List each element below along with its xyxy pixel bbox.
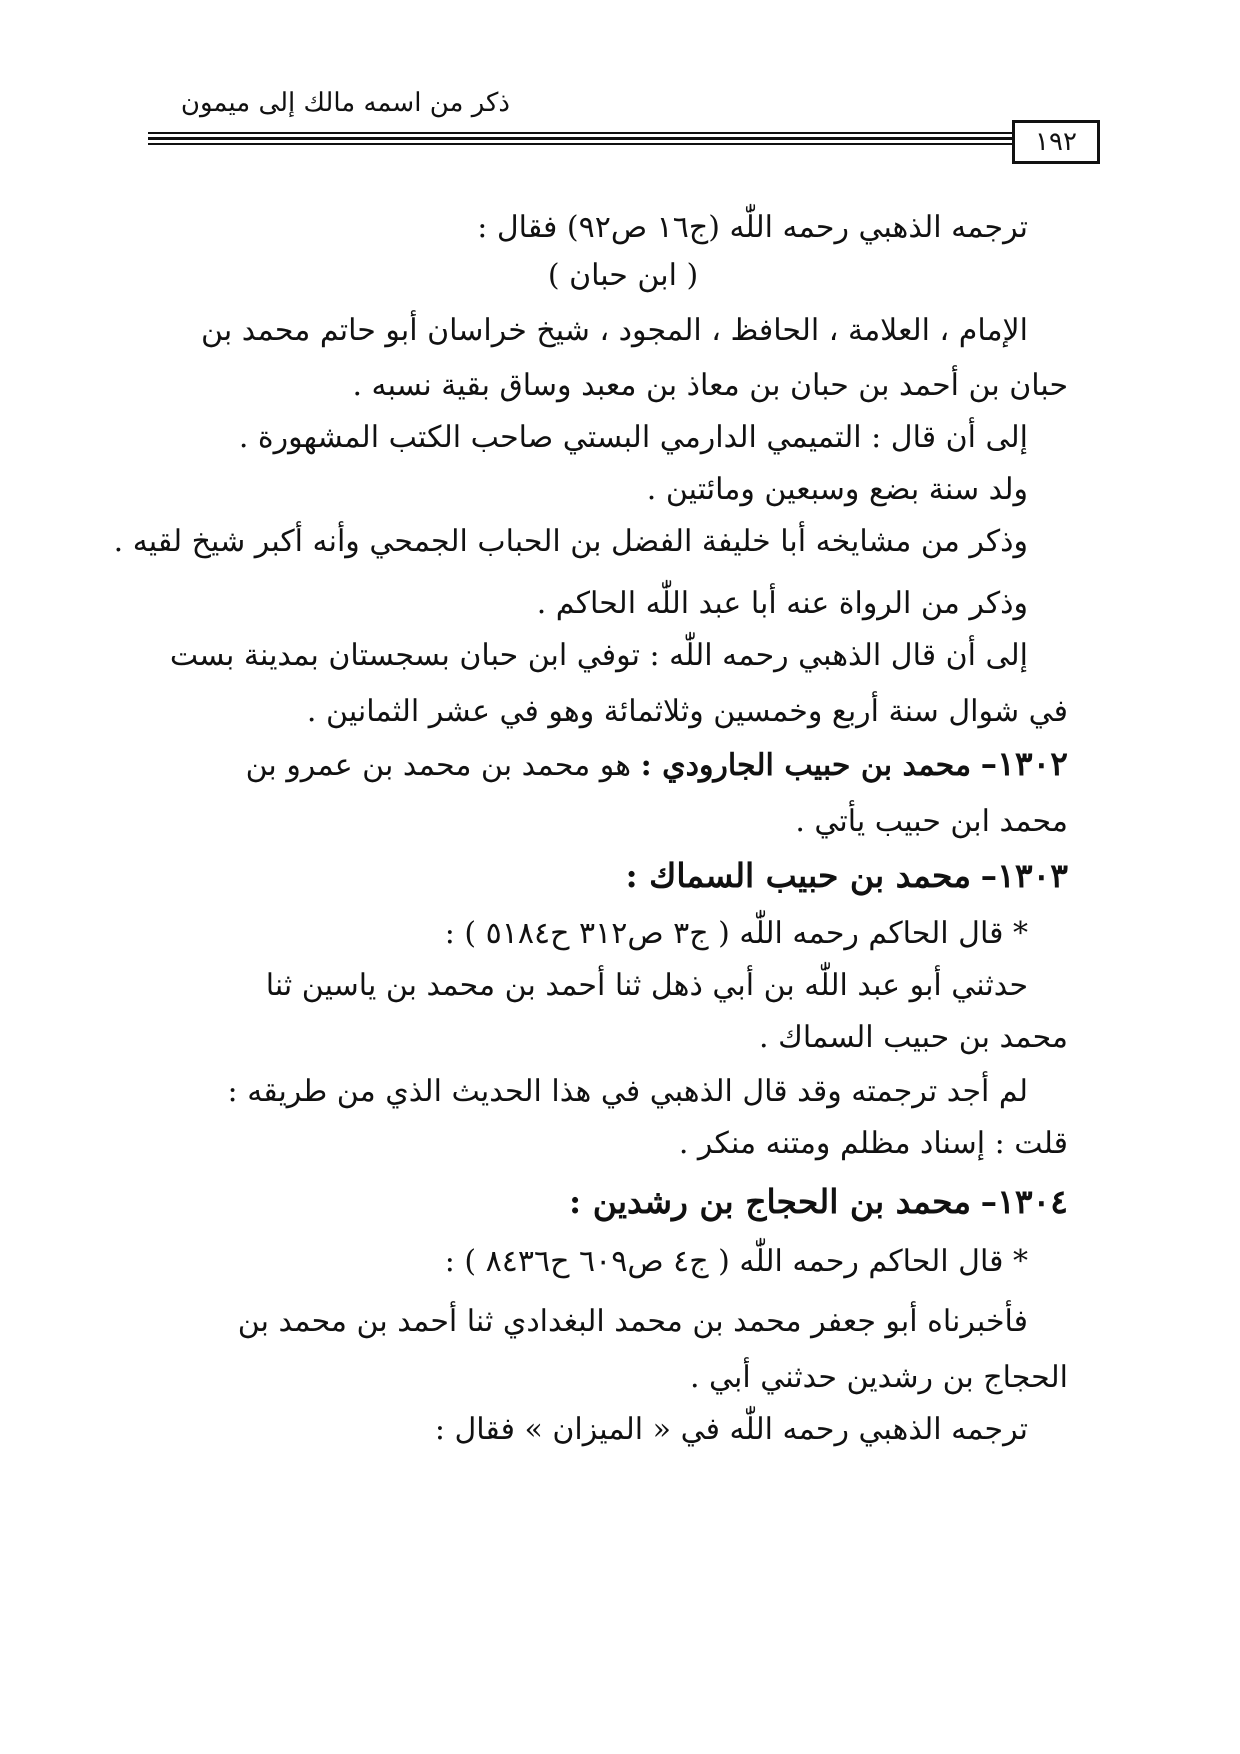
body-line: الحجاج بن رشدين حدثني أبي . bbox=[689, 1360, 1068, 1395]
entry-number: ١٣٠٤– bbox=[980, 1182, 1068, 1221]
body-line: محمد ابن حبيب يأتي . bbox=[795, 804, 1068, 839]
header-rule-line-2 bbox=[148, 137, 1028, 140]
entry-text: هو محمد بن محمد بن عمرو بن bbox=[245, 748, 632, 783]
body-line: * قال الحاكم رحمه اللّٰه ( ج٤ ص٦٠٩ ح٨٤٣٦ ) : bbox=[444, 1244, 1028, 1279]
body-line: حدثني أبو عبد اللّٰه بن أبي ذهل ثنا أحمد بن محمد بن ياسين ثنا bbox=[265, 968, 1028, 1003]
body-line: إلى أن قال الذهبي رحمه اللّٰه : توفي ابن حبان بسجستان بمدينة بست bbox=[169, 638, 1028, 673]
body-line: وذكر من مشايخه أبا خليفة الفضل بن الحباب الجمحي وأنه أكبر شيخ لقيه . bbox=[113, 524, 1028, 559]
header-rule-line-3 bbox=[148, 143, 1028, 145]
body-line: في شوال سنة أربع وخمسين وثلاثمائة وهو في عشر الثمانين . bbox=[306, 694, 1068, 729]
body-line: ولد سنة بضع وسبعين ومائتين . bbox=[646, 472, 1028, 507]
body-line: محمد بن حبيب السماك . bbox=[759, 1020, 1068, 1055]
body-line: حبان بن أحمد بن حبان بن معاذ بن معبد وساق بقية نسبه . bbox=[352, 368, 1068, 403]
running-head-title: ذكر من اسمه مالك إلى ميمون bbox=[180, 88, 510, 118]
body-line: الإمام ، العلامة ، الحافظ ، المجود ، شيخ خراسان أبو حاتم محمد بن bbox=[201, 313, 1028, 348]
page-number: ١٩٢ bbox=[1012, 120, 1100, 164]
entry-number: ١٣٠٣– bbox=[980, 856, 1068, 895]
header-rule bbox=[148, 132, 1028, 146]
body-line: * قال الحاكم رحمه اللّٰه ( ج٣ ص٣١٢ ح٥١٨٤ ) : bbox=[444, 916, 1028, 951]
entry-name: محمد بن حبيب الجارودي : bbox=[640, 748, 972, 783]
body-line: لم أجد ترجمته وقد قال الذهبي في هذا الحديث الذي من طريقه : bbox=[227, 1074, 1028, 1109]
entry-1302 bbox=[246, 734, 1068, 794]
entry-1304 bbox=[569, 1172, 1068, 1232]
body-line: ترجمه الذهبي رحمه اللّٰه (ج١٦ ص٩٢) فقال : bbox=[477, 210, 1028, 245]
body-line: فأخبرناه أبو جعفر محمد بن محمد البغدادي ثنا أحمد بن محمد بن bbox=[237, 1304, 1028, 1339]
section-heading: ( ابن حبان ) bbox=[547, 258, 699, 293]
entry-name: محمد بن الحجاج بن رشدين : bbox=[569, 1182, 972, 1221]
entry-1303 bbox=[626, 846, 1069, 906]
entry-name: محمد بن حبيب السماك : bbox=[625, 856, 972, 895]
header-rule-line-1 bbox=[148, 132, 1028, 134]
body-line: إلى أن قال : التميمي الدارمي البستي صاحب الكتب المشهورة . bbox=[238, 420, 1028, 455]
body-line: وذكر من الرواة عنه أبا عبد اللّٰه الحاكم . bbox=[536, 586, 1028, 621]
body-line: قلت : إسناد مظلم ومتنه منكر . bbox=[678, 1126, 1068, 1161]
entry-number: ١٣٠٢– bbox=[980, 744, 1068, 783]
body-line: ترجمه الذهبي رحمه اللّٰه في « الميزان » فقال : bbox=[434, 1412, 1028, 1447]
